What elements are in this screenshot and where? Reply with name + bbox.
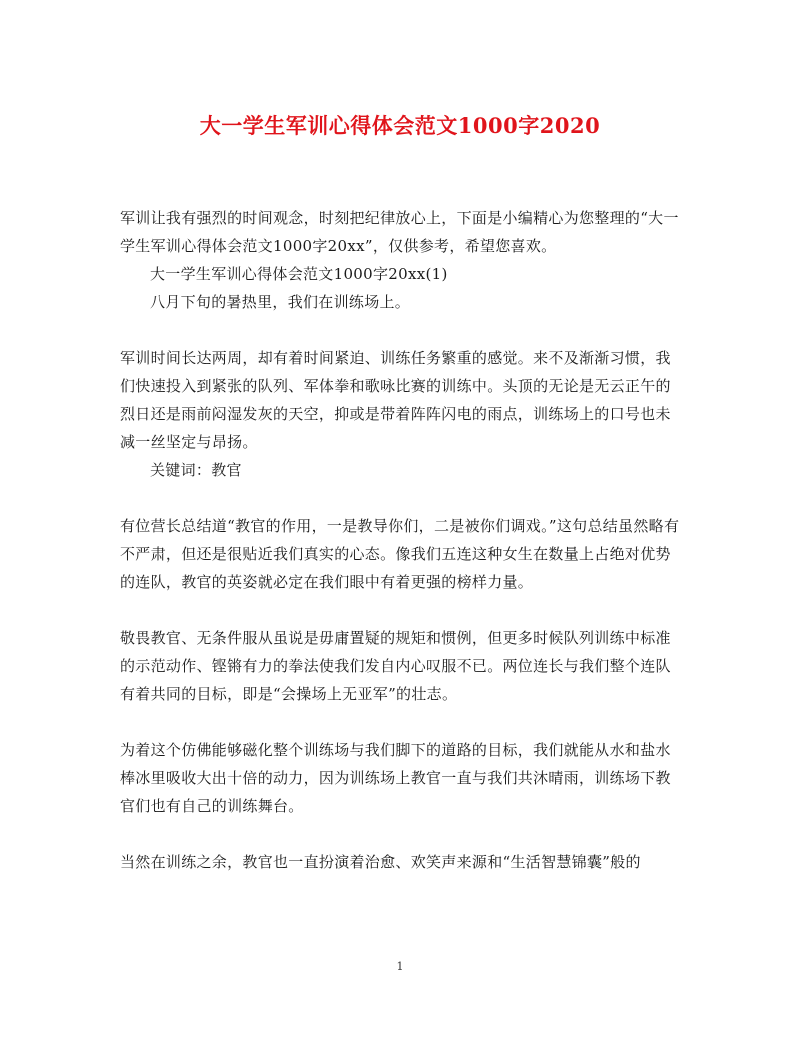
intro-paragraph: 军训让我有强烈的时间观念，时刻把纪律放心上，下面是小编精心为您整理的“大一学生军训心得体会范文1000字20xx”，仅供参考，希望您喜欢。	[120, 209, 679, 255]
page-number: 1	[396, 960, 404, 973]
document-title: 大一学生军训心得体会范文1000字2020	[199, 113, 601, 138]
body-paragraph: 敬畏教官、无条件服从虽说是毋庸置疑的规矩和惯例，但更多时候队列训练中标准的示范动作、铿锵有力的拳法使我们发自内心叹服不已。两位连长与我们整个连队有着共同的目标，即是“会操场上无亚军”的壮志。	[120, 629, 671, 703]
body-paragraph: 为着这个仿佛能够磁化整个训练场与我们脚下的道路的目标，我们就能从水和盐水棒冰里吸收大出十倍的动力，因为训练场上教官一直与我们共沐晴雨，训练场下教官们也有自己的训练舞台。	[120, 741, 671, 815]
section-heading: 大一学生军训心得体会范文1000字20xx(1)	[150, 265, 448, 283]
body-paragraph: 军训时间长达两周，却有着时间紧迫、训练任务繁重的感觉。来不及渐渐习惯，我们快速投入到紧张的队列、军体拳和歌咏比赛的训练中。头顶的无论是无云正午的烈日还是雨前闷湿发灰的天空，抑或是带着阵阵闪电的雨点，训练场上的口号也未减一丝坚定与昂扬。	[120, 349, 671, 451]
body-paragraph: 有位营长总结道“教官的作用，一是教导你们，二是被你们调戏。”这句总结虽然略有不严肃，但还是很贴近我们真实的心态。像我们五连这种女生在数量上占绝对优势的连队，教官的英姿就必定在我们眼中有着更强的榜样力量。	[120, 517, 680, 591]
opening-line: 八月下旬的暑热里，我们在训练场上。	[150, 293, 411, 311]
body-paragraph: 当然在训练之余，教官也一直扮演着治愈、欢笑声来源和“生活智慧锦囊”般的	[120, 853, 641, 871]
document-body	[120, 204, 685, 876]
keyword-line: 关键词：教官	[150, 461, 242, 479]
